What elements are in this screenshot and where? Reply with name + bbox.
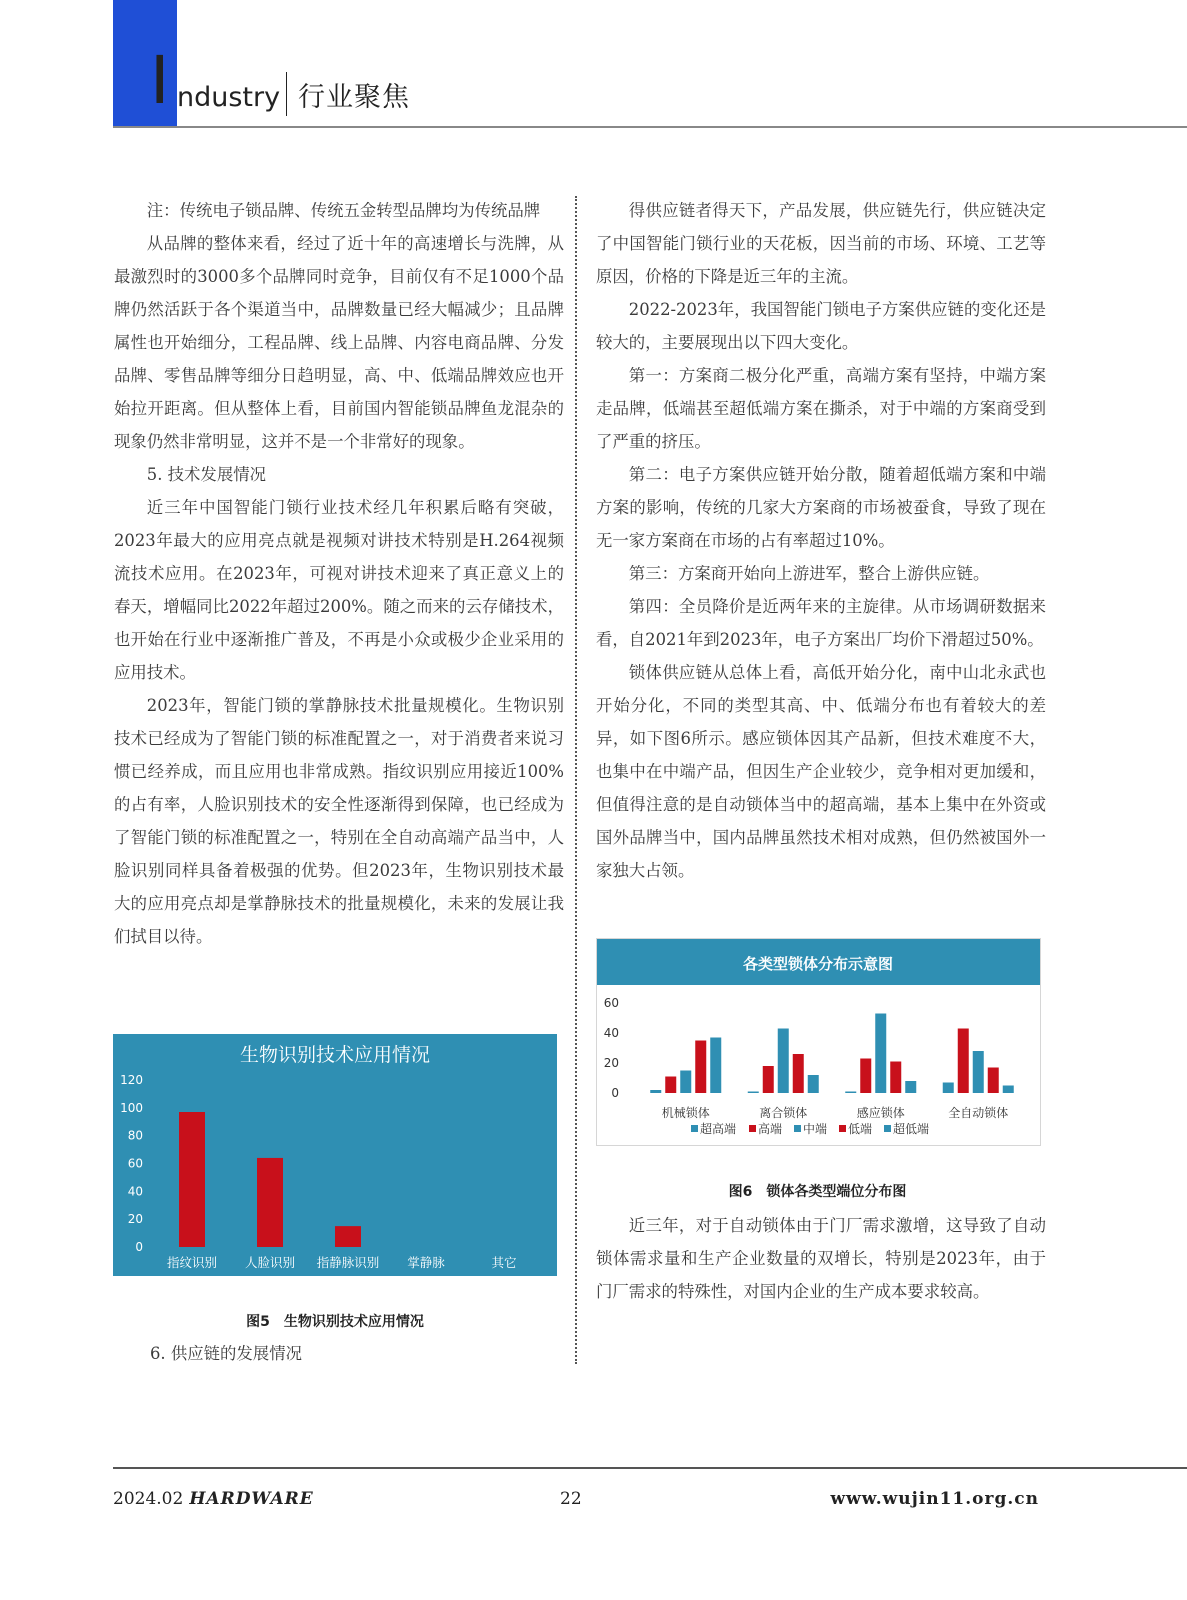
header-section-en: ndustry [177, 82, 281, 113]
legend-swatch [884, 1125, 891, 1132]
column-divider [575, 196, 577, 1364]
figure-5-caption: 图5 生物识别技术应用情况 [246, 1314, 424, 1330]
legend-label: 高端 [758, 1122, 783, 1136]
bar [257, 1158, 283, 1247]
x-tick-label: 掌静脉 [407, 1255, 445, 1270]
paragraph: 第一：方案商二极分化严重，高端方案有坚持，中端方案走品牌，低端甚至超低端方案在撕杀，对于中端的方案商受到了严重的挤压。 [596, 366, 1046, 451]
paragraph: 近三年中国智能门锁行业技术经几年积累后略有突破，2023年最大的应用亮点就是视频对讲技术特别是H.264视频流技术应用。在2023年，可视对讲技术迎来了真正意义上的春天，增幅同比2022年超过200%。随之而来的云存储技术，也开始在行业中逐渐推广普及，不再是小众或极少企业采用的应用技术。 [114, 498, 564, 682]
header-rule [113, 126, 1187, 128]
bar [808, 1075, 819, 1093]
y-tick-label: 80 [127, 1128, 143, 1143]
paragraph: 从品牌的整体来看，经过了近十年的高速增长与洗牌，从最激烈时的3000多个品牌同时竞争，目前仅有不足1000个品牌仍然活跃于各个渠道当中，品牌数量已经大幅减少；且品牌属性也开始细分，工程品牌、线上品牌、内容电商品牌、分发品牌、零售品牌等细分日趋明显，高、中、低端品牌效应也开始拉开距离。但从整体上看，目前国内智能锁品牌鱼龙混杂的现象仍然非常明显，这并不是一个非常好的现象。 [114, 234, 564, 451]
bar [890, 1062, 901, 1094]
header-initial-letter: I [150, 42, 170, 119]
right-column [596, 194, 1046, 887]
legend-label: 低端 [848, 1122, 873, 1136]
y-tick-label: 0 [135, 1240, 143, 1254]
figure-5-chart [113, 1034, 557, 1276]
bar [763, 1066, 774, 1093]
paragraph: 锁体供应链从总体上看，高低开始分化，南中山北永武也开始分化，不同的类型其高、中、低端分布也有着较大的差异，如下图6所示。感应锁体因其产品新，但技术难度不大，也集中在中端产品，但因生产企业较少，竞争相对更加缓和，但值得注意的是自动锁体当中的超高端，基本上集中在外资或国外品牌当中，国内品牌虽然技术相对成熟，但仍然被国外一家独大占领。 [596, 663, 1046, 880]
header-separator [286, 72, 287, 116]
x-tick-label: 指静脉识别 [316, 1255, 380, 1270]
legend-label: 超低端 [893, 1122, 930, 1136]
footer-url[interactable]: www.wujin11.org.cn [830, 1489, 1039, 1509]
chart-title: 生物识别技术应用情况 [239, 1044, 431, 1066]
section-heading-5: 5. 技术发展情况 [146, 465, 266, 484]
y-tick-label: 20 [127, 1212, 143, 1227]
y-tick-label: 60 [127, 1156, 143, 1171]
y-tick-label: 20 [603, 1056, 619, 1070]
paragraph: 2022-2023年，我国智能门锁电子方案供应链的变化还是较大的，主要展现出以下四大变化。 [596, 300, 1046, 352]
legend-label: 超高端 [700, 1122, 737, 1136]
y-tick-label: 100 [120, 1100, 143, 1115]
bar [973, 1051, 984, 1093]
footer-issue [113, 1489, 314, 1509]
bar [943, 1083, 954, 1094]
legend-swatch [839, 1125, 846, 1132]
y-tick-label: 0 [611, 1086, 619, 1100]
bar [875, 1014, 886, 1094]
figure-6-svg [597, 939, 1040, 1145]
y-tick-label: 40 [603, 1026, 619, 1040]
bar [1003, 1086, 1014, 1094]
section-heading-6: 6. 供应链的发展情况 [150, 1344, 302, 1363]
paragraph: 得供应链者得天下，产品发展，供应链先行，供应链决定了中国智能门锁行业的天花板，因当前的市场、环境、工艺等原因，价格的下降是近三年的主流。 [596, 201, 1046, 286]
legend-label: 中端 [803, 1122, 828, 1136]
issue-number: 2024.02 [113, 1489, 184, 1509]
x-tick-label: 感应锁体 [856, 1106, 905, 1120]
bar [650, 1090, 661, 1093]
bar [179, 1112, 205, 1247]
figure-6-caption: 图6 锁体各类型端位分布图 [728, 1184, 907, 1200]
x-tick-label: 机械锁体 [661, 1106, 710, 1120]
bar [778, 1029, 789, 1094]
bar [335, 1226, 361, 1247]
y-tick-label: 40 [127, 1184, 143, 1199]
x-tick-label: 人脸识别 [244, 1255, 296, 1270]
legend-swatch [794, 1125, 801, 1132]
legend-swatch [749, 1125, 756, 1132]
bar [710, 1038, 721, 1094]
figure-5-svg [113, 1034, 557, 1276]
chart-title: 各类型锁体分布示意图 [742, 955, 894, 973]
legend-swatch [691, 1125, 698, 1132]
paragraph: 第四：全员降价是近两年来的主旋律。从市场调研数据来看，自2021年到2023年，电子方案出厂均价下滑超过50%。 [596, 597, 1046, 649]
page-number: 22 [560, 1489, 582, 1509]
bar [793, 1054, 804, 1093]
left-column [114, 194, 564, 953]
header-section-zh: 行业聚焦 [298, 82, 410, 113]
footer-rule [113, 1467, 1187, 1469]
bar [748, 1092, 759, 1094]
paragraph: 第三：方案商开始向上游进军，整合上游供应链。 [628, 564, 990, 583]
x-tick-label: 指纹识别 [166, 1255, 218, 1270]
bar [958, 1029, 969, 1094]
x-tick-label: 其它 [491, 1255, 517, 1270]
bar [905, 1081, 916, 1093]
x-tick-label: 全自动锁体 [948, 1106, 1009, 1120]
x-tick-label: 离合锁体 [759, 1106, 808, 1120]
bar [680, 1071, 691, 1094]
bar [695, 1041, 706, 1094]
paragraph: 2023年，智能门锁的掌静脉技术批量规模化。生物识别技术已经成为了智能门锁的标准配置之一，对于消费者来说习惯已经养成，而且应用也非常成熟。指纹识别应用接近100%的占有率，人脸识别技术的安全性逐渐得到保障，也已经成为了智能门锁的标准配置之一，特别在全自动高端产品当中，人脸识别同样具备着极强的优势。但2023年，生物识别技术最大的应用亮点却是掌静脉技术的批量规模化，未来的发展让我们拭目以待。 [114, 696, 564, 946]
right-column-continued [596, 1209, 1046, 1308]
paragraph: 第二：电子方案供应链开始分散，随着超低端方案和中端方案的影响，传统的几家大方案商的市场被蚕食，导致了现在无一家方案商在市场的占有率超过10%。 [596, 465, 1046, 550]
bar [845, 1092, 856, 1094]
y-tick-label: 120 [120, 1073, 143, 1087]
bar [988, 1068, 999, 1094]
bar [665, 1077, 676, 1094]
paragraph: 注：传统电子锁品牌、传统五金转型品牌均为传统品牌 [146, 201, 541, 220]
y-tick-label: 60 [603, 996, 619, 1010]
paragraph: 近三年，对于自动锁体由于门厂需求激增，这导致了自动锁体需求量和生产企业数量的双增长，特别是2023年，由于门厂需求的特殊性，对国内企业的生产成本要求较高。 [596, 1216, 1046, 1301]
magazine-name: HARDWARE [189, 1489, 314, 1509]
figure-6-chart [596, 938, 1041, 1146]
bar [860, 1059, 871, 1094]
